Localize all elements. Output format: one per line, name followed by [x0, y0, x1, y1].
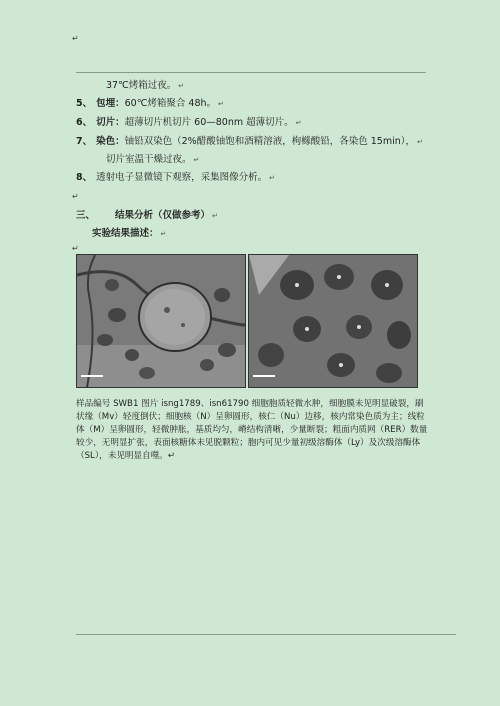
footer-rule — [76, 634, 456, 635]
step-line — [76, 136, 423, 148]
paragraph-mark: ↵ — [212, 212, 218, 220]
step-line — [76, 172, 275, 184]
tem-micrograph-left — [76, 254, 246, 388]
paragraph-mark: ↵ — [160, 230, 167, 238]
step-number: 5、 — [76, 98, 93, 109]
paragraph-mark: ↵ — [417, 138, 423, 146]
section-heading — [76, 210, 218, 222]
paragraph-mark: ↵ — [295, 119, 302, 127]
step-line — [106, 80, 184, 92]
results-description: 样品编号 SWB1 图片 isng1789、isn61790 细胞胞质轻微水肿，细胞膜未见明显破裂，刷状缘（Mv）轻度倒伏；细胞核（N）呈卵圆形，核仁（Nu）边移，核内常染色质为主；线粒体（M）呈卵圆形，轻微肿胀，基质均匀，嵴结构清晰，少量断裂；粗面内质网（RER）数量较少，无明显扩张，表面核糖体未见脱颗粒；胞内可见少量初级溶酶体（Ly）及次级溶酶体（SL），未见明显自噬。↵ — [76, 399, 428, 461]
tem-micrograph-right — [248, 254, 418, 388]
step-text: 透射电子显微镜下观察，采集图像分析。 — [96, 172, 268, 183]
step-line — [76, 117, 302, 129]
step-number: 7、 — [76, 136, 93, 147]
results-subtitle — [92, 228, 166, 240]
paragraph-mark: ↵ — [193, 156, 200, 164]
step-text: 37℃烤箱过夜。 — [106, 80, 177, 91]
step-text: 60℃烤箱聚合 48h。 — [124, 98, 217, 109]
step-text: 超薄切片机切片 60—80nm 超薄切片。 — [124, 117, 294, 128]
step-number: 6、 — [76, 117, 93, 128]
header-rule — [76, 72, 426, 73]
section-title: 结果分析（仅做参考） — [115, 210, 211, 221]
subtitle-text: 实验结果描述： — [92, 228, 159, 239]
step-text: 切片室温干燥过夜。 — [106, 154, 192, 165]
step-label: 切片： — [96, 117, 125, 128]
step-number: 8、 — [76, 172, 93, 183]
step-label: 包埋： — [96, 98, 125, 109]
paragraph-mark: ↵ — [269, 174, 276, 182]
paragraph-mark: ↵ — [218, 100, 224, 108]
section-number: 三、 — [76, 210, 96, 221]
step-text: 铀铅双染色（2%醋酸铀饱和酒精溶液，枸橼酸铅，各染色 15min）， — [124, 136, 415, 147]
paragraph-mark: ↵ — [178, 82, 185, 90]
blank-paragraph-mark: ↵ — [72, 192, 79, 201]
step-label: 染色： — [96, 136, 125, 147]
header-paragraph-mark: ↵ — [72, 34, 79, 43]
step-line — [106, 154, 199, 166]
step-line — [76, 98, 224, 110]
image-paragraph-mark: ↵ — [72, 244, 79, 253]
